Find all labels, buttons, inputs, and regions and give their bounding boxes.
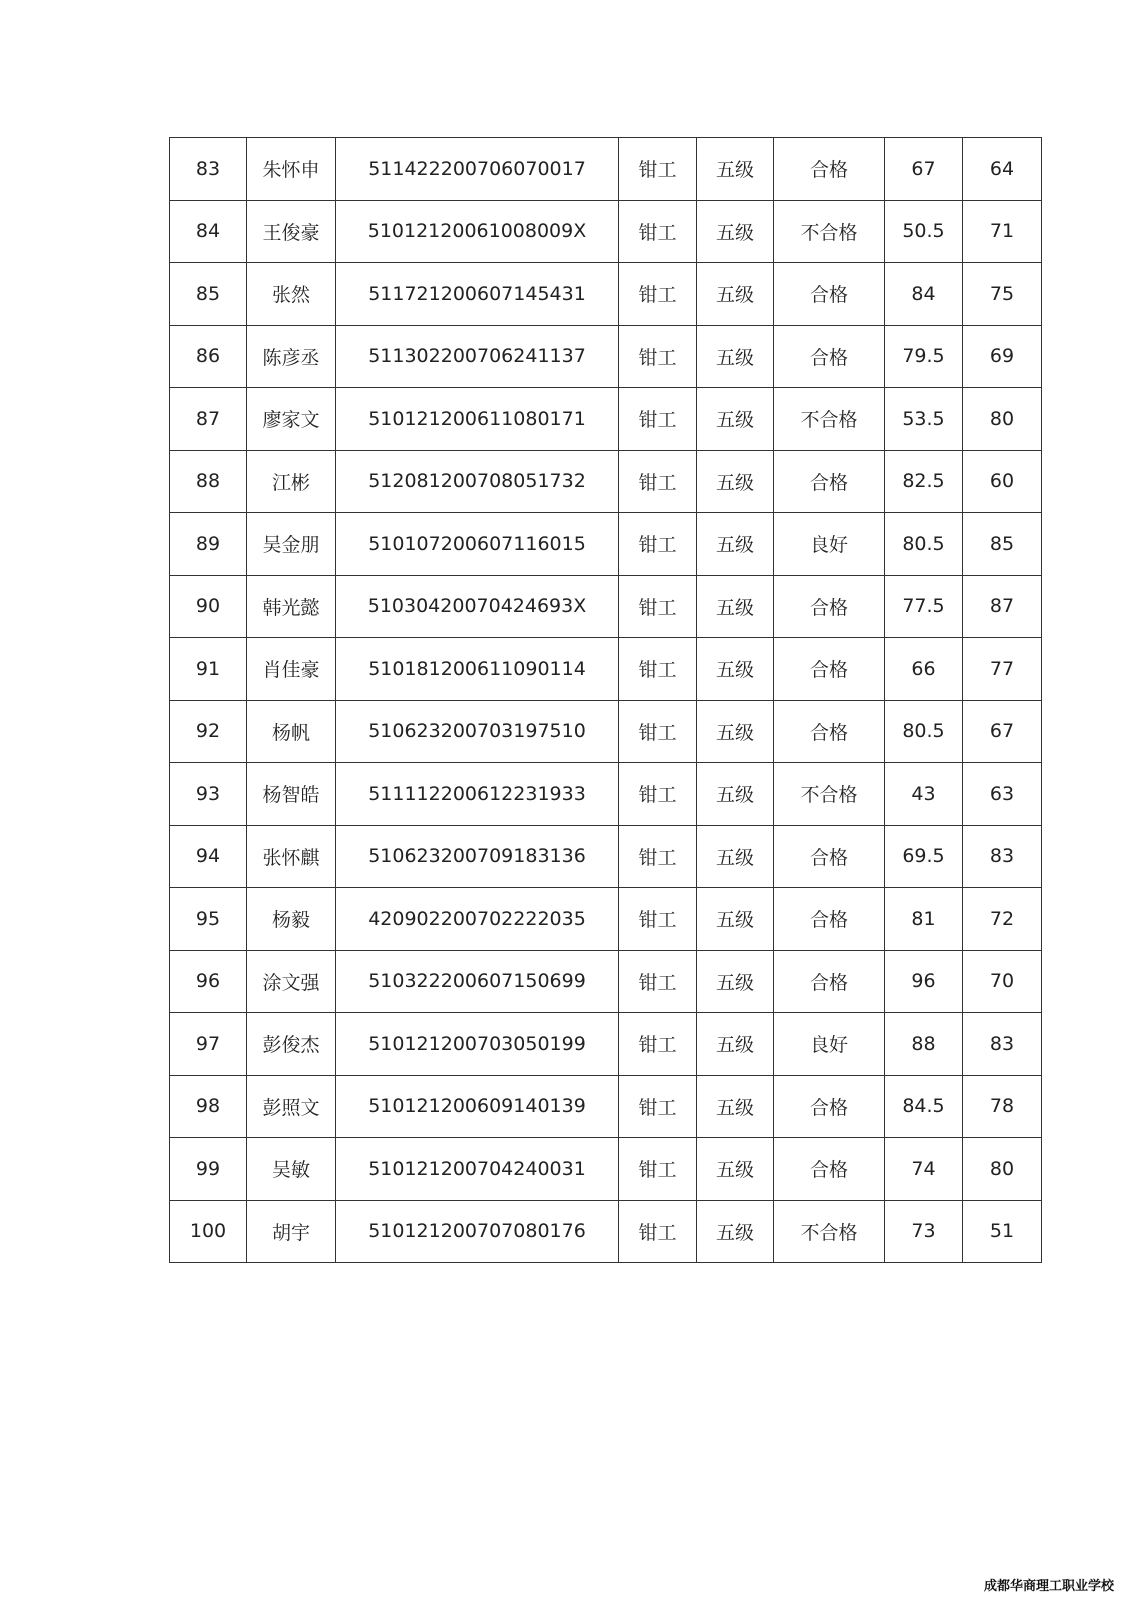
table-row <box>170 513 1042 576</box>
name-cell: 朱怀申 <box>247 138 336 201</box>
id-number-cell: 510121200707080176 <box>336 1200 619 1263</box>
table-row <box>170 888 1042 951</box>
serial-number-cell: 90 <box>170 575 247 638</box>
table-row <box>170 450 1042 513</box>
score-cell: 83 <box>963 1013 1042 1076</box>
rating-cell: 合格 <box>774 263 885 326</box>
level-cell: 五级 <box>697 388 774 451</box>
name-cell: 涂文强 <box>247 950 336 1013</box>
name-cell: 杨帆 <box>247 700 336 763</box>
table-row <box>170 825 1042 888</box>
score-cell: 84 <box>885 263 963 326</box>
score-cell: 67 <box>963 700 1042 763</box>
serial-number-cell: 98 <box>170 1075 247 1138</box>
rating-cell: 合格 <box>774 1138 885 1201</box>
name-cell: 韩光懿 <box>247 575 336 638</box>
score-cell: 51 <box>963 1200 1042 1263</box>
level-cell: 五级 <box>697 638 774 701</box>
score-cell: 77 <box>963 638 1042 701</box>
serial-number-cell: 83 <box>170 138 247 201</box>
name-cell: 杨毅 <box>247 888 336 951</box>
serial-number-cell: 86 <box>170 325 247 388</box>
table-row <box>170 950 1042 1013</box>
level-cell: 五级 <box>697 888 774 951</box>
score-cell: 71 <box>963 200 1042 263</box>
rating-cell: 合格 <box>774 1075 885 1138</box>
name-cell: 陈彦丞 <box>247 325 336 388</box>
id-number-cell: 511422200706070017 <box>336 138 619 201</box>
trade-cell: 钳工 <box>619 1013 697 1076</box>
serial-number-cell: 100 <box>170 1200 247 1263</box>
score-cell: 43 <box>885 763 963 826</box>
serial-number-cell: 84 <box>170 200 247 263</box>
name-cell: 彭照文 <box>247 1075 336 1138</box>
id-number-cell: 510322200607150699 <box>336 950 619 1013</box>
name-cell: 王俊豪 <box>247 200 336 263</box>
level-cell: 五级 <box>697 763 774 826</box>
score-cell: 74 <box>885 1138 963 1201</box>
id-number-cell: 510121200609140139 <box>336 1075 619 1138</box>
trade-cell: 钳工 <box>619 1075 697 1138</box>
trade-cell: 钳工 <box>619 513 697 576</box>
score-cell: 53.5 <box>885 388 963 451</box>
name-cell: 肖佳豪 <box>247 638 336 701</box>
score-cell: 85 <box>963 513 1042 576</box>
serial-number-cell: 87 <box>170 388 247 451</box>
rating-cell: 合格 <box>774 450 885 513</box>
id-number-cell: 510121200703050199 <box>336 1013 619 1076</box>
level-cell: 五级 <box>697 450 774 513</box>
table-row <box>170 763 1042 826</box>
table-row <box>170 1200 1042 1263</box>
rating-cell: 合格 <box>774 575 885 638</box>
score-cell: 87 <box>963 575 1042 638</box>
name-cell: 廖家文 <box>247 388 336 451</box>
table-row <box>170 325 1042 388</box>
trade-cell: 钳工 <box>619 1200 697 1263</box>
score-cell: 66 <box>885 638 963 701</box>
serial-number-cell: 89 <box>170 513 247 576</box>
score-cell: 78 <box>963 1075 1042 1138</box>
rating-cell: 合格 <box>774 825 885 888</box>
rating-cell: 合格 <box>774 638 885 701</box>
name-cell: 张怀麒 <box>247 825 336 888</box>
rating-cell: 不合格 <box>774 388 885 451</box>
table-row <box>170 1075 1042 1138</box>
id-number-cell: 511112200612231933 <box>336 763 619 826</box>
score-cell: 81 <box>885 888 963 951</box>
level-cell: 五级 <box>697 1200 774 1263</box>
serial-number-cell: 95 <box>170 888 247 951</box>
level-cell: 五级 <box>697 200 774 263</box>
score-cell: 83 <box>963 825 1042 888</box>
trade-cell: 钳工 <box>619 263 697 326</box>
level-cell: 五级 <box>697 825 774 888</box>
id-number-cell: 512081200708051732 <box>336 450 619 513</box>
results-table <box>169 137 1042 1263</box>
trade-cell: 钳工 <box>619 763 697 826</box>
trade-cell: 钳工 <box>619 450 697 513</box>
name-cell: 张然 <box>247 263 336 326</box>
level-cell: 五级 <box>697 1013 774 1076</box>
table-row <box>170 700 1042 763</box>
table-row <box>170 1138 1042 1201</box>
table-row <box>170 263 1042 326</box>
rating-cell: 良好 <box>774 513 885 576</box>
rating-cell: 合格 <box>774 325 885 388</box>
name-cell: 胡宇 <box>247 1200 336 1263</box>
trade-cell: 钳工 <box>619 888 697 951</box>
id-number-cell: 510623200709183136 <box>336 825 619 888</box>
score-cell: 75 <box>963 263 1042 326</box>
trade-cell: 钳工 <box>619 638 697 701</box>
score-cell: 84.5 <box>885 1075 963 1138</box>
level-cell: 五级 <box>697 263 774 326</box>
serial-number-cell: 92 <box>170 700 247 763</box>
level-cell: 五级 <box>697 513 774 576</box>
footer-school-name: 成都华商理工职业学校 <box>983 1579 1114 1594</box>
serial-number-cell: 97 <box>170 1013 247 1076</box>
score-cell: 69 <box>963 325 1042 388</box>
score-cell: 60 <box>963 450 1042 513</box>
table-row <box>170 138 1042 201</box>
score-cell: 73 <box>885 1200 963 1263</box>
trade-cell: 钳工 <box>619 1138 697 1201</box>
trade-cell: 钳工 <box>619 950 697 1013</box>
name-cell: 吴金朋 <box>247 513 336 576</box>
id-number-cell: 510623200703197510 <box>336 700 619 763</box>
table-row <box>170 575 1042 638</box>
score-cell: 80.5 <box>885 700 963 763</box>
rating-cell: 合格 <box>774 138 885 201</box>
score-cell: 70 <box>963 950 1042 1013</box>
trade-cell: 钳工 <box>619 200 697 263</box>
name-cell: 江彬 <box>247 450 336 513</box>
serial-number-cell: 96 <box>170 950 247 1013</box>
score-cell: 96 <box>885 950 963 1013</box>
score-cell: 80 <box>963 1138 1042 1201</box>
serial-number-cell: 88 <box>170 450 247 513</box>
id-number-cell: 510121200611080171 <box>336 388 619 451</box>
serial-number-cell: 93 <box>170 763 247 826</box>
name-cell: 吴敏 <box>247 1138 336 1201</box>
rating-cell: 合格 <box>774 700 885 763</box>
score-cell: 80 <box>963 388 1042 451</box>
serial-number-cell: 94 <box>170 825 247 888</box>
rating-cell: 合格 <box>774 888 885 951</box>
score-cell: 82.5 <box>885 450 963 513</box>
name-cell: 彭俊杰 <box>247 1013 336 1076</box>
trade-cell: 钳工 <box>619 700 697 763</box>
table-row <box>170 388 1042 451</box>
level-cell: 五级 <box>697 700 774 763</box>
score-cell: 80.5 <box>885 513 963 576</box>
id-number-cell: 51030420070424693X <box>336 575 619 638</box>
table-row <box>170 1013 1042 1076</box>
id-number-cell: 511721200607145431 <box>336 263 619 326</box>
score-cell: 63 <box>963 763 1042 826</box>
score-cell: 50.5 <box>885 200 963 263</box>
rating-cell: 合格 <box>774 950 885 1013</box>
trade-cell: 钳工 <box>619 575 697 638</box>
table-row <box>170 638 1042 701</box>
id-number-cell: 51012120061008009X <box>336 200 619 263</box>
rating-cell: 不合格 <box>774 200 885 263</box>
score-cell: 69.5 <box>885 825 963 888</box>
id-number-cell: 510107200607116015 <box>336 513 619 576</box>
trade-cell: 钳工 <box>619 388 697 451</box>
id-number-cell: 510181200611090114 <box>336 638 619 701</box>
score-cell: 79.5 <box>885 325 963 388</box>
score-cell: 67 <box>885 138 963 201</box>
level-cell: 五级 <box>697 325 774 388</box>
serial-number-cell: 99 <box>170 1138 247 1201</box>
score-cell: 88 <box>885 1013 963 1076</box>
rating-cell: 不合格 <box>774 763 885 826</box>
trade-cell: 钳工 <box>619 325 697 388</box>
table-body <box>170 138 1042 1263</box>
level-cell: 五级 <box>697 575 774 638</box>
trade-cell: 钳工 <box>619 138 697 201</box>
level-cell: 五级 <box>697 1138 774 1201</box>
table-row <box>170 200 1042 263</box>
trade-cell: 钳工 <box>619 825 697 888</box>
level-cell: 五级 <box>697 950 774 1013</box>
id-number-cell: 420902200702222035 <box>336 888 619 951</box>
name-cell: 杨智皓 <box>247 763 336 826</box>
rating-cell: 良好 <box>774 1013 885 1076</box>
id-number-cell: 510121200704240031 <box>336 1138 619 1201</box>
id-number-cell: 511302200706241137 <box>336 325 619 388</box>
serial-number-cell: 91 <box>170 638 247 701</box>
score-cell: 77.5 <box>885 575 963 638</box>
rating-cell: 不合格 <box>774 1200 885 1263</box>
level-cell: 五级 <box>697 138 774 201</box>
level-cell: 五级 <box>697 1075 774 1138</box>
serial-number-cell: 85 <box>170 263 247 326</box>
score-cell: 64 <box>963 138 1042 201</box>
score-cell: 72 <box>963 888 1042 951</box>
